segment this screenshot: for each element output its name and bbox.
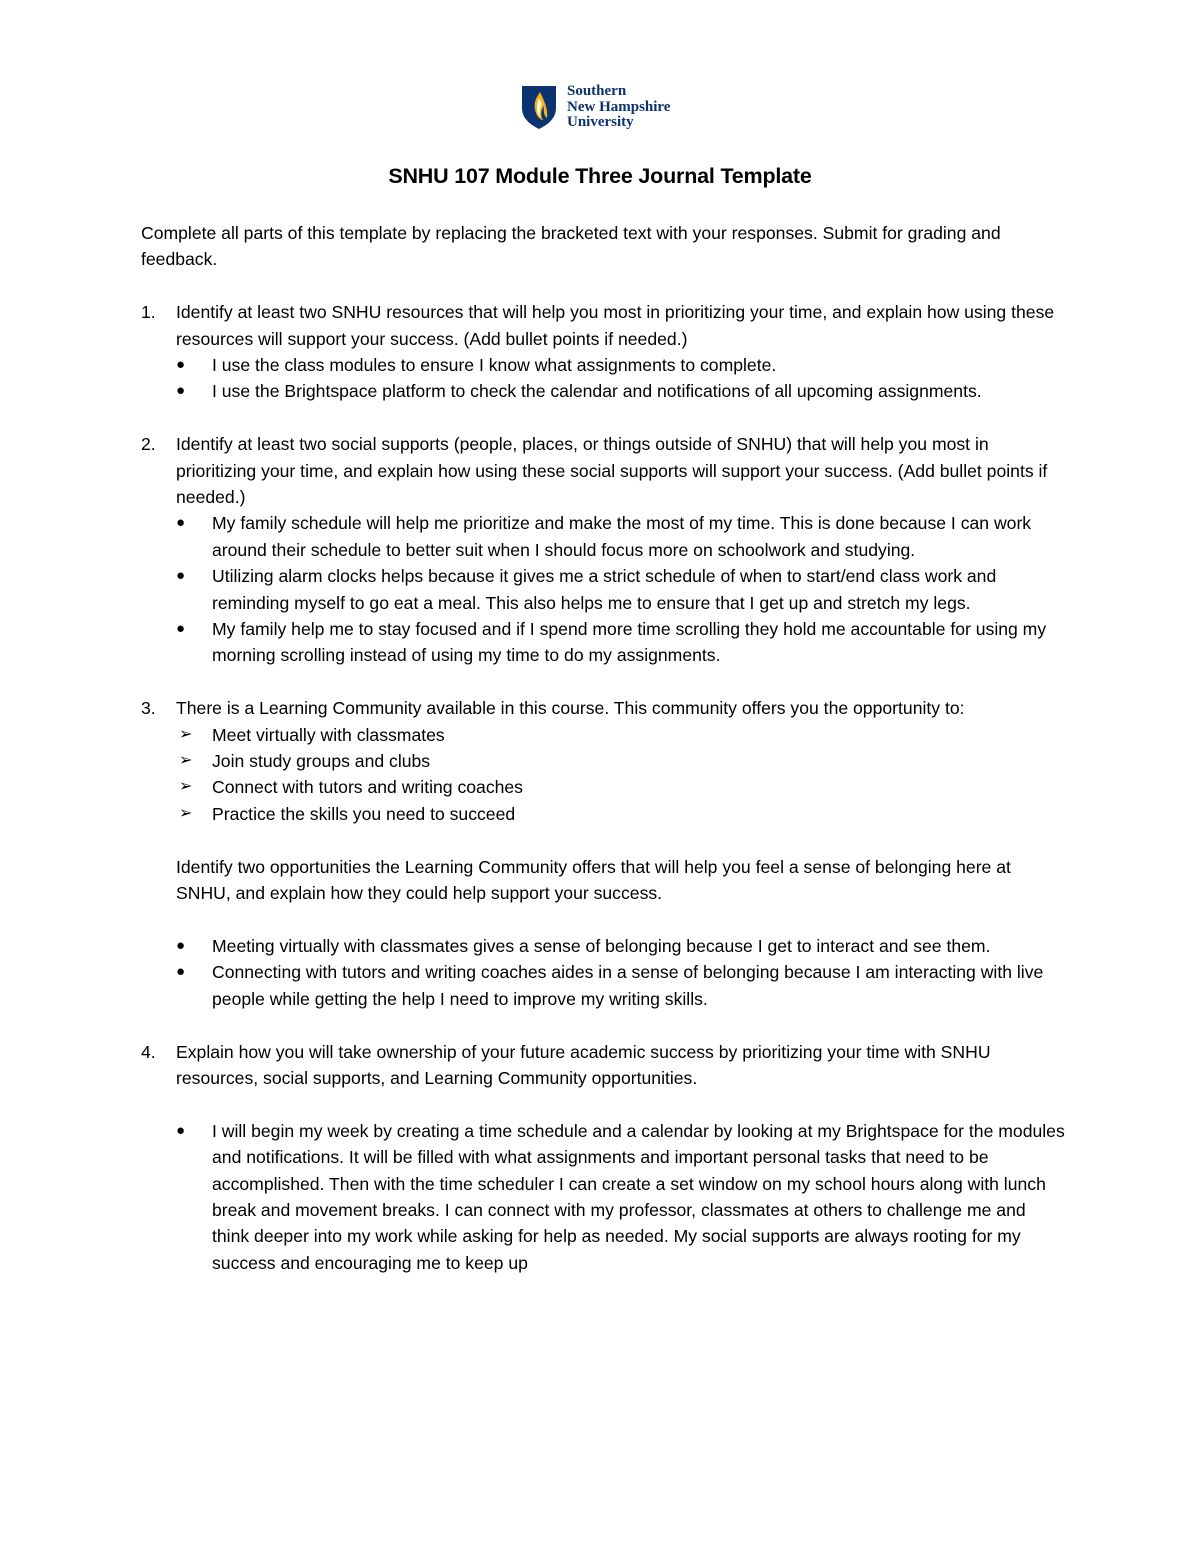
question-4 bbox=[141, 1039, 1066, 1092]
question-1-bullets bbox=[141, 352, 1066, 405]
bullet-item: ● Meeting virtually with classmates gives a sense of belonging because I get to interact and see them. bbox=[176, 933, 1066, 959]
question-1 bbox=[141, 299, 1066, 352]
question-3-arrow-list bbox=[141, 722, 1066, 828]
bullet-icon: ● bbox=[176, 963, 186, 981]
question-number: 2. bbox=[141, 434, 156, 455]
bullet-item: ● My family help me to stay focused and if I spend more time scrolling they hold me accountable for using my morning scrolling instead of using my time to do my assignments. bbox=[176, 616, 1066, 669]
bullet-item: ● I will begin my week by creating a time schedule and a calendar by looking at my Brightspace for the modules and notifications. It will be filled with what assignments and important personal tasks that need to be accomplished. Then with the time scheduler I can create a set window on my school hours along with lunch break and movement breaks. I can connect with my professor, classmates at others to challenge me and think deeper into my work while asking for help as needed. My social supports are always rooting for my success and encouraging me to keep up bbox=[176, 1118, 1066, 1276]
bullet-icon: ● bbox=[176, 567, 186, 585]
arrow-item: ➢ Practice the skills you need to succeed bbox=[176, 801, 1066, 827]
snhu-logo bbox=[521, 84, 701, 132]
intro-paragraph: Complete all parts of this template by replacing the bracketed text with your responses. Submit for grading and feedback. bbox=[141, 223, 1001, 270]
question-4-bullets bbox=[141, 1118, 1066, 1276]
arrow-item: ➢ Meet virtually with classmates bbox=[176, 722, 1066, 748]
bullet-item: ● I use the class modules to ensure I know what assignments to complete. bbox=[176, 352, 1066, 378]
bullet-icon: ● bbox=[176, 382, 186, 400]
bullet-icon: ● bbox=[176, 1121, 186, 1139]
bullet-item: ● Utilizing alarm clocks helps because it gives me a strict schedule of when to start/end class work and reminding myself to go eat a meal. This also helps me to ensure that I get up and stretch my legs. bbox=[176, 563, 1066, 616]
question-text: Identify at least two SNHU resources that will help you most in prioritizing your time, and explain how using these resources will support your success. (Add bullet points if needed.) bbox=[176, 302, 1055, 349]
logo-line-3: University bbox=[567, 114, 634, 130]
arrow-item: ➢ Connect with tutors and writing coaches bbox=[176, 774, 1066, 800]
arrow-bullet-icon: ➢ bbox=[179, 752, 193, 770]
arrow-item: ➢ Join study groups and clubs bbox=[176, 748, 1066, 774]
document-title: SNHU 107 Module Three Journal Template bbox=[388, 164, 812, 188]
question-2 bbox=[141, 431, 1066, 510]
bullet-icon: ● bbox=[176, 514, 186, 532]
bullet-item: ● I use the Brightspace platform to check the calendar and notifications of all upcoming assignments. bbox=[176, 378, 1066, 404]
bullet-icon: ● bbox=[176, 356, 186, 374]
bullet-icon: ● bbox=[176, 936, 186, 954]
question-text: Explain how you will take ownership of your future academic success by prioritizing your time with SNHU resources, social supports, and Learning Community opportunities. bbox=[176, 1041, 991, 1088]
question-number: 4. bbox=[141, 1041, 156, 1062]
question-text: Identify at least two social supports (people, places, or things outside of SNHU) that will help you most in prioritizing your time, and explain how using these social supports will support your success. (Add bullet points if needed.) bbox=[176, 434, 1048, 508]
question-number: 3. bbox=[141, 698, 156, 719]
question-number: 1. bbox=[141, 302, 156, 323]
document-body bbox=[141, 220, 1066, 1276]
question-2-bullets bbox=[141, 510, 1066, 668]
logo-line-1: Southern bbox=[567, 83, 627, 99]
shield-flame-icon bbox=[521, 84, 557, 130]
arrow-bullet-icon: ➢ bbox=[179, 778, 193, 796]
question-text: There is a Learning Community available in this course. This community offers you the opportunity to: bbox=[176, 698, 965, 719]
logo-wordmark bbox=[567, 84, 670, 131]
bullet-item: ● My family schedule will help me prioritize and make the most of my time. This is done because I can work around their schedule to better suit when I should focus more on schoolwork and studying. bbox=[176, 510, 1066, 563]
arrow-bullet-icon: ➢ bbox=[179, 804, 193, 822]
bullet-item: ● Connecting with tutors and writing coaches aides in a sense of belonging because I am interacting with live people while getting the help I need to improve my writing skills. bbox=[176, 959, 1066, 1012]
question-3-prompt: Identify two opportunities the Learning Community offers that will help you feel a sense of belonging here at SNHU, and explain how they could help support your success. bbox=[176, 856, 1011, 904]
logo-line-2: New Hampshire bbox=[567, 98, 671, 115]
question-3 bbox=[141, 695, 1066, 721]
arrow-bullet-icon: ➢ bbox=[179, 725, 193, 743]
bullet-icon: ● bbox=[176, 620, 186, 638]
question-3-bullets bbox=[141, 933, 1066, 1012]
